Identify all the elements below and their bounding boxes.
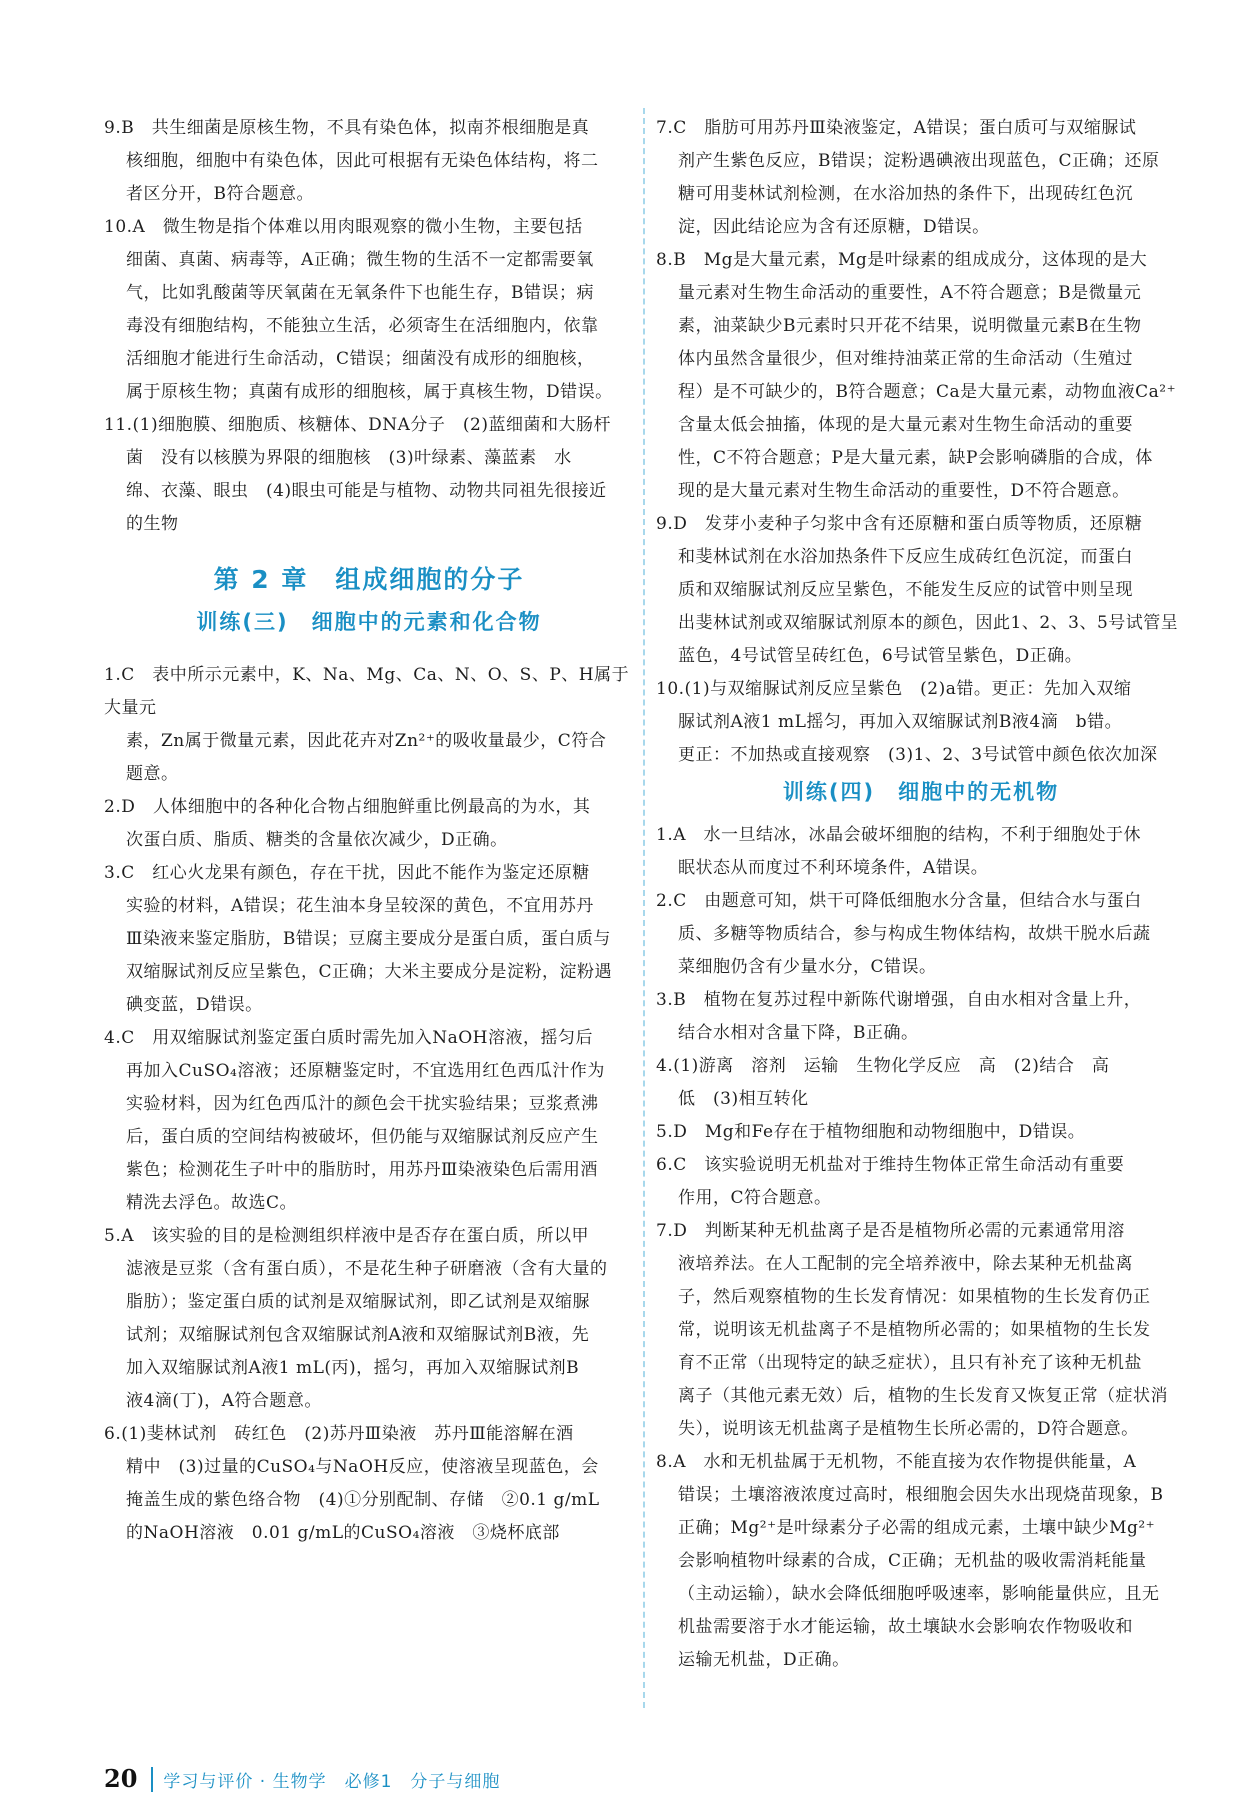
answer-item bbox=[656, 673, 1186, 772]
answer-item bbox=[656, 1116, 1186, 1149]
answer-line: 出斐林试剂或双缩脲试剂原本的颜色，因此1、2、3、5号试管呈 bbox=[678, 613, 1179, 633]
answer-line: 液培养法。在人工配制的完全培养液中，除去某种无机盐离 bbox=[678, 1254, 1133, 1274]
footer-book-title: 学习与评价 · 生物学 必修1 分子与细胞 bbox=[151, 1767, 500, 1792]
page-number: 20 bbox=[104, 1764, 138, 1793]
answer-line: 糖可用斐林试剂检测，在水浴加热的条件下，出现砖红色沉 bbox=[678, 184, 1133, 204]
right-column bbox=[656, 112, 1186, 1677]
answer-line-first: 2.C 由题意可知，烘干可降低细胞水分含量，但结合水与蛋白 bbox=[656, 891, 1142, 911]
answer-line-first: 4.C 用双缩脲试剂鉴定蛋白质时需先加入NaOH溶液，摇匀后 bbox=[104, 1028, 593, 1048]
answer-line: 量元素对生物生命活动的重要性，A不符合题意；B是微量元 bbox=[678, 283, 1142, 303]
answer-line: 核细胞，细胞中有染色体，因此可根据有无染色体结构，将二 bbox=[126, 151, 599, 171]
answer-item bbox=[104, 791, 634, 857]
answer-line: 含量太低会抽搐，体现的是大量元素对生物生命活动的重要 bbox=[678, 415, 1133, 435]
answer-line: 子，然后观察植物的生长发育情况：如果植物的生长发育仍正 bbox=[678, 1287, 1151, 1307]
answer-line-first: 3.C 红心火龙果有颜色，存在干扰，因此不能作为鉴定还原糖 bbox=[104, 863, 590, 883]
answer-line-first: 1.A 水一旦结冰，冰晶会破坏细胞的结构，不利于细胞处于休 bbox=[656, 825, 1141, 845]
answer-line: 机盐需要溶于水才能运输，故土壤缺水会影响农作物吸收和 bbox=[678, 1617, 1133, 1637]
left-answers-after bbox=[104, 659, 634, 1550]
answer-line: 者区分开，B符合题意。 bbox=[126, 184, 314, 204]
answer-item bbox=[656, 244, 1186, 508]
answer-item bbox=[104, 1418, 634, 1550]
answer-line: 滤液是豆浆（含有蛋白质），不是花生种子研磨液（含有大量的 bbox=[126, 1259, 608, 1279]
answer-item bbox=[104, 112, 634, 211]
answer-line: 实验的材料，A错误；花生油本身呈较深的黄色，不宜用苏丹 bbox=[126, 896, 594, 916]
answer-line-first: 10.(1)与双缩脲试剂反应呈紫色 (2)a错。更正：先加入双缩 bbox=[656, 679, 1132, 699]
answer-line: 加入双缩脲试剂A液1 mL(丙)，摇匀，再加入双缩脲试剂B bbox=[126, 1358, 580, 1378]
answer-line: 和斐林试剂在水浴加热条件下反应生成砖红色沉淀，而蛋白 bbox=[678, 547, 1133, 567]
answer-item bbox=[104, 1022, 634, 1220]
answer-line-first: 5.A 该实验的目的是检测组织样液中是否存在蛋白质，所以甲 bbox=[104, 1226, 589, 1246]
answer-line: 运输无机盐，D正确。 bbox=[678, 1650, 850, 1670]
answer-line: 淀，因此结论应为含有还原糖，D错误。 bbox=[678, 217, 990, 237]
answer-line: 的生物 bbox=[126, 514, 179, 534]
answer-line: 体内虽然含量很少，但对维持油菜正常的生命活动（生殖过 bbox=[678, 349, 1133, 369]
answer-line-first: 4.(1)游离 溶剂 运输 生物化学反应 高 (2)结合 高 bbox=[656, 1056, 1110, 1076]
answer-line: 双缩脲试剂反应呈紫色，C正确；大米主要成分是淀粉，淀粉遇 bbox=[126, 962, 613, 982]
answer-line: 属于原核生物；真菌有成形的细胞核，属于真核生物，D错误。 bbox=[126, 382, 613, 402]
answer-line: 素，油菜缺少B元素时只开花不结果，说明微量元素B在生物 bbox=[678, 316, 1142, 336]
answer-item bbox=[656, 984, 1186, 1050]
answer-line: 离子（其他元素无效）后，植物的生长发育又恢复正常（症状消 bbox=[678, 1386, 1168, 1406]
answer-line-first: 7.C 脂肪可用苏丹Ⅲ染液鉴定，A错误；蛋白质可与双缩脲试 bbox=[656, 118, 1137, 138]
answer-line: 眠状态从而度过不利环境条件，A错误。 bbox=[678, 858, 989, 878]
answer-line: 性，C不符合题意；P是大量元素，缺P会影响磷脂的合成，体 bbox=[678, 448, 1153, 468]
answer-line-first: 2.D 人体细胞中的各种化合物占细胞鲜重比例最高的为水，其 bbox=[104, 797, 591, 817]
answer-line: 紫色；检测花生子叶中的脂肪时，用苏丹Ⅲ染液染色后需用酒 bbox=[126, 1160, 598, 1180]
chapter-title: 第 2 章 组成细胞的分子 bbox=[213, 565, 525, 594]
answer-line: 正确；Mg²⁺是叶绿素分子必需的组成元素，土壤中缺少Mg²⁺ bbox=[678, 1518, 1156, 1538]
page-footer bbox=[104, 1764, 500, 1793]
answer-item bbox=[656, 112, 1186, 244]
answer-line: 掩盖生成的紫色络合物 (4)①分别配制、存储 ②0.1 g/mL bbox=[126, 1490, 600, 1510]
answer-item bbox=[656, 1446, 1186, 1677]
answer-item bbox=[104, 211, 634, 409]
answer-line: 题意。 bbox=[126, 764, 179, 784]
answer-line: 细菌、真菌、病毒等，A正确；微生物的生活不一定都需要氧 bbox=[126, 250, 594, 270]
left-column bbox=[104, 112, 634, 1550]
answer-line: 错误；土壤溶液浓度过高时，根细胞会因失水出现烧苗现象，B bbox=[678, 1485, 1164, 1505]
answer-line-first: 3.B 植物在复苏过程中新陈代谢增强，自由水相对含量上升， bbox=[656, 990, 1142, 1010]
answer-line: 菜细胞仍含有少量水分，C错误。 bbox=[678, 957, 937, 977]
answer-line: 次蛋白质、脂质、糖类的含量依次减少，D正确。 bbox=[126, 830, 508, 850]
column-divider bbox=[643, 108, 645, 1708]
answer-item bbox=[656, 1215, 1186, 1446]
answer-line: 的NaOH溶液 0.01 g/mL的CuSO₄溶液 ③烧杯底部 bbox=[126, 1523, 560, 1543]
answer-line: 育不正常（出现特定的缺乏症状），且只有补充了该种无机盐 bbox=[678, 1353, 1142, 1373]
answer-line: 程）是不可缺少的，B符合题意；Ca是大量元素，动物血液Ca²⁺ bbox=[678, 382, 1177, 402]
answer-line: 精中 (3)过量的CuSO₄与NaOH反应，使溶液呈现蓝色，会 bbox=[126, 1457, 599, 1477]
answer-line: 气，比如乳酸菌等厌氧菌在无氧条件下也能生存，B错误；病 bbox=[126, 283, 594, 303]
answer-line: 菌 没有以核膜为界限的细胞核 (3)叶绿素、藻蓝素 水 bbox=[126, 448, 572, 468]
answer-line: （主动运输），缺水会降低细胞呼吸速率，影响能量供应，且无 bbox=[678, 1584, 1160, 1604]
answer-line: 结合水相对含量下降，B正确。 bbox=[678, 1023, 919, 1043]
answer-line: 现的是大量元素对生物生命活动的重要性，D不符合题意。 bbox=[678, 481, 1130, 501]
answer-line: 毒没有细胞结构，不能独立生活，必须寄生在活细胞内，依靠 bbox=[126, 316, 599, 336]
answer-line: 再加入CuSO₄溶液；还原糖鉴定时，不宜选用红色西瓜汁作为 bbox=[126, 1061, 605, 1081]
answer-item bbox=[656, 508, 1186, 673]
answer-line: 更正：不加热或直接观察 (3)1、2、3号试管中颜色依次加深 bbox=[678, 745, 1158, 765]
answer-item bbox=[104, 857, 634, 1022]
answer-item bbox=[656, 1149, 1186, 1215]
left-answers-before bbox=[104, 112, 634, 541]
answer-line: 会影响植物叶绿素的合成，C正确；无机盐的吸收需消耗能量 bbox=[678, 1551, 1147, 1571]
answer-line: Ⅲ染液来鉴定脂肪，B错误；豆腐主要成分是蛋白质，蛋白质与 bbox=[126, 929, 611, 949]
answer-item bbox=[656, 885, 1186, 984]
answer-line-first: 10.A 微生物是指个体难以用肉眼观察的微小生物，主要包括 bbox=[104, 217, 583, 237]
answer-line: 质和双缩脲试剂反应呈紫色，不能发生反应的试管中则呈现 bbox=[678, 580, 1133, 600]
answer-line: 素，Zn属于微量元素，因此花卉对Zn²⁺的吸收量最少，C符合 bbox=[126, 731, 607, 751]
answer-line: 剂产生紫色反应，B错误；淀粉遇碘液出现蓝色，C正确；还原 bbox=[678, 151, 1160, 171]
answer-line: 脲试剂A液1 mL摇匀，再加入双缩脲试剂B液4滴 b错。 bbox=[678, 712, 1123, 732]
right-answers-before bbox=[656, 112, 1186, 772]
answer-item bbox=[104, 659, 634, 791]
answer-line: 常，说明该无机盐离子不是植物所必需的；如果植物的生长发 bbox=[678, 1320, 1151, 1340]
answer-line-first: 7.D 判断某种无机盐离子是否是植物所必需的元素通常用溶 bbox=[656, 1221, 1125, 1241]
answer-line: 后，蛋白质的空间结构被破坏，但仍能与双缩脲试剂反应产生 bbox=[126, 1127, 599, 1147]
answer-line-first: 6.C 该实验说明无机盐对于维持生物体正常生命活动有重要 bbox=[656, 1155, 1125, 1175]
answer-line: 活细胞才能进行生命活动，C错误；细菌没有成形的细胞核， bbox=[126, 349, 595, 369]
answer-line: 作用，C符合题意。 bbox=[678, 1188, 832, 1208]
answer-line: 质、多糖等物质结合，参与构成生物体结构，故烘干脱水后蔬 bbox=[678, 924, 1151, 944]
answer-line-first: 8.B Mg是大量元素，Mg是叶绿素的组成成分，这体现的是大 bbox=[656, 250, 1148, 270]
answer-line: 脂肪）；鉴定蛋白质的试剂是双缩脲试剂，即乙试剂是双缩脲 bbox=[126, 1292, 590, 1312]
answer-line-first: 11.(1)细胞膜、细胞质、核糖体、DNA分子 (2)蓝细菌和大肠杆 bbox=[104, 415, 611, 435]
answer-line: 实验材料，因为红色西瓜汁的颜色会干扰实验结果；豆浆煮沸 bbox=[126, 1094, 599, 1114]
answer-line-first: 9.D 发芽小麦种子匀浆中含有还原糖和蛋白质等物质，还原糖 bbox=[656, 514, 1143, 534]
answer-item bbox=[104, 409, 634, 541]
right-answers-after bbox=[656, 819, 1186, 1677]
answer-line-first: 9.B 共生细菌是原核生物，不具有染色体，拟南芥根细胞是真 bbox=[104, 118, 590, 138]
answer-item bbox=[656, 819, 1186, 885]
answer-line: 低 (3)相互转化 bbox=[678, 1089, 809, 1109]
answer-item bbox=[656, 1050, 1186, 1116]
answer-line: 蓝色，4号试管呈砖红色，6号试管呈紫色，D正确。 bbox=[678, 646, 1083, 666]
answer-line: 碘变蓝，D错误。 bbox=[126, 995, 263, 1015]
section-title-4: 训练(四) 细胞中的无机物 bbox=[782, 780, 1060, 804]
answer-line-first: 5.D Mg和Fe存在于植物细胞和动物细胞中，D错误。 bbox=[656, 1122, 1086, 1142]
answer-line-first: 1.C 表中所示元素中，K、Na、Mg、Ca、N、O、S、P、H属于大量元 bbox=[104, 665, 630, 718]
answer-line-first: 8.A 水和无机盐属于无机物，不能直接为农作物提供能量，A bbox=[656, 1452, 1137, 1472]
answer-item bbox=[104, 1220, 634, 1418]
answer-line-first: 6.(1)斐林试剂 砖红色 (2)苏丹Ⅲ染液 苏丹Ⅲ能溶解在酒 bbox=[104, 1424, 574, 1444]
answer-line: 试剂；双缩脲试剂包含双缩脲试剂A液和双缩脲试剂B液，先 bbox=[126, 1325, 590, 1345]
answer-line: 失），说明该无机盐离子是植物生长所必需的，D符合题意。 bbox=[678, 1419, 1139, 1439]
answer-line: 液4滴(丁)，A符合题意。 bbox=[126, 1391, 322, 1411]
section-title-3: 训练(三) 细胞中的元素和化合物 bbox=[196, 610, 542, 634]
answer-line: 精洗去浮色。故选C。 bbox=[126, 1193, 298, 1213]
answer-line: 绵、衣藻、眼虫 (4)眼虫可能是与植物、动物共同祖先很接近 bbox=[126, 481, 607, 501]
